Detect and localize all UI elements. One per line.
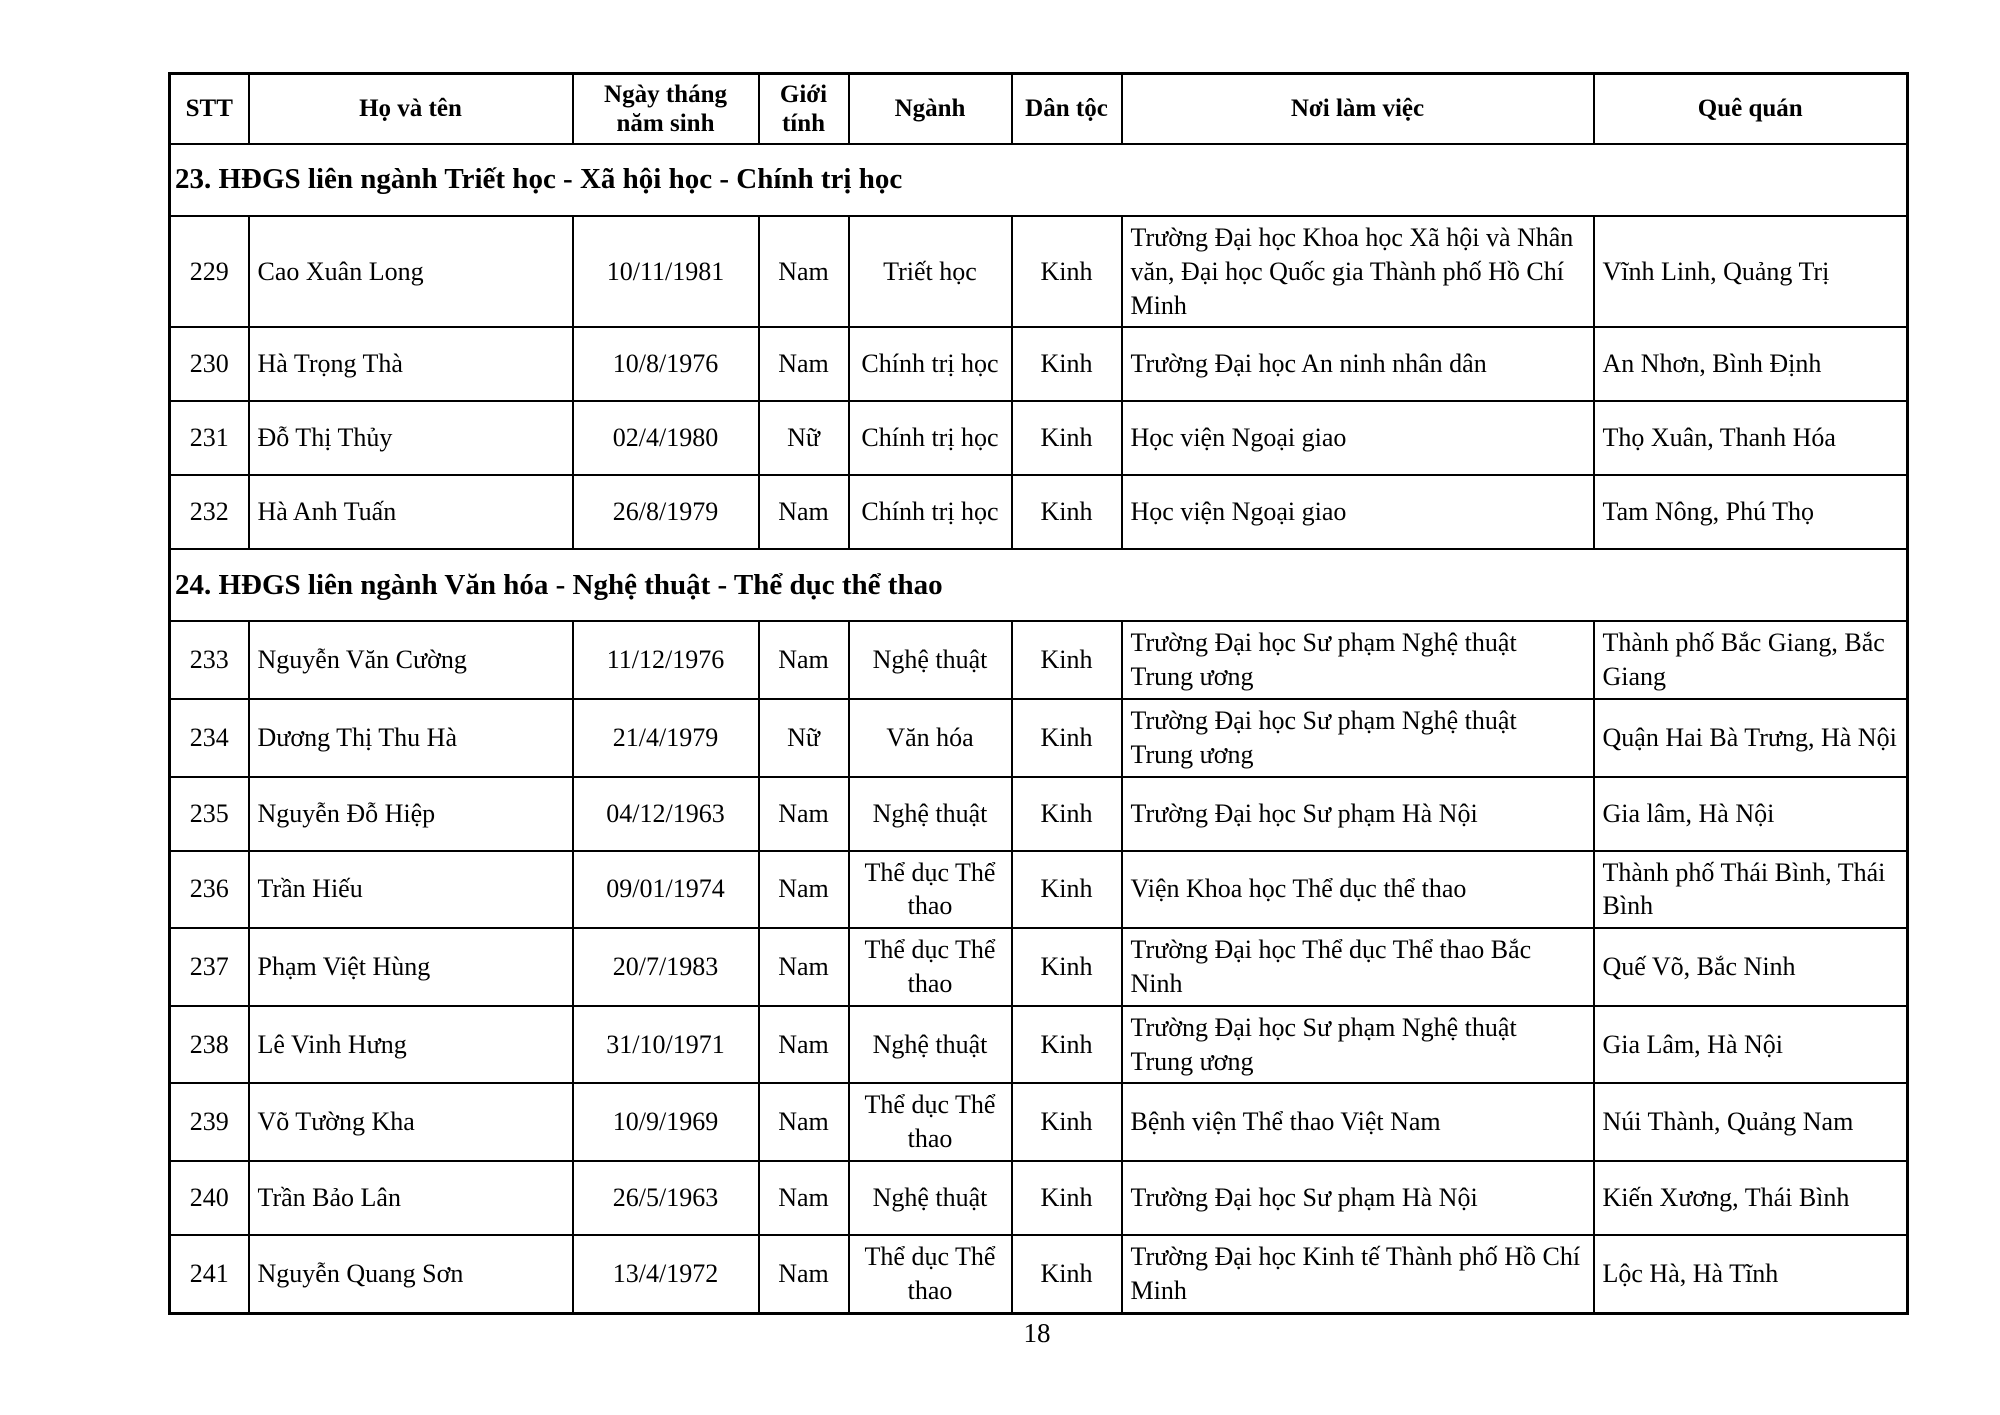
field-cell: Chính trị học bbox=[849, 475, 1012, 549]
field-cell: Thể dục Thể thao bbox=[849, 1235, 1012, 1313]
table-row bbox=[170, 1161, 1908, 1235]
ethnicity-cell: Kinh bbox=[1012, 1006, 1122, 1084]
column-header-ethnicity: Dân tộc bbox=[1012, 74, 1122, 145]
column-header-field: Ngành bbox=[849, 74, 1012, 145]
dob-cell: 10/9/1969 bbox=[573, 1083, 759, 1161]
stt-cell: 235 bbox=[170, 777, 249, 851]
workplace-cell: Trường Đại học Sư phạm Nghệ thuật Trung ương bbox=[1122, 1006, 1594, 1084]
gender-cell: Nam bbox=[759, 851, 849, 929]
hometown-cell: Thọ Xuân, Thanh Hóa bbox=[1594, 401, 1908, 475]
gender-cell: Nam bbox=[759, 216, 849, 327]
name-cell: Hà Anh Tuấn bbox=[249, 475, 573, 549]
name-cell: Trần Bảo Lân bbox=[249, 1161, 573, 1235]
workplace-cell: Trường Đại học Sư phạm Hà Nội bbox=[1122, 777, 1594, 851]
gender-cell: Nữ bbox=[759, 699, 849, 777]
workplace-cell: Trường Đại học Khoa học Xã hội và Nhân văn, Đại học Quốc gia Thành phố Hồ Chí Minh bbox=[1122, 216, 1594, 327]
hometown-cell: Lộc Hà, Hà Tĩnh bbox=[1594, 1235, 1908, 1313]
ethnicity-cell: Kinh bbox=[1012, 1235, 1122, 1313]
dob-cell: 02/4/1980 bbox=[573, 401, 759, 475]
hometown-cell: Vĩnh Linh, Quảng Trị bbox=[1594, 216, 1908, 327]
name-cell: Phạm Việt Hùng bbox=[249, 928, 573, 1006]
stt-cell: 234 bbox=[170, 699, 249, 777]
name-cell: Trần Hiếu bbox=[249, 851, 573, 929]
gender-cell: Nam bbox=[759, 1161, 849, 1235]
hometown-cell: Tam Nông, Phú Thọ bbox=[1594, 475, 1908, 549]
field-cell: Thể dục Thể thao bbox=[849, 928, 1012, 1006]
dob-cell: 31/10/1971 bbox=[573, 1006, 759, 1084]
hometown-cell: Quận Hai Bà Trưng, Hà Nội bbox=[1594, 699, 1908, 777]
gender-cell: Nam bbox=[759, 1083, 849, 1161]
gender-cell: Nam bbox=[759, 777, 849, 851]
table-row bbox=[170, 475, 1908, 549]
dob-cell: 10/8/1976 bbox=[573, 327, 759, 401]
field-cell: Thể dục Thể thao bbox=[849, 851, 1012, 929]
ethnicity-cell: Kinh bbox=[1012, 851, 1122, 929]
field-cell: Triết học bbox=[849, 216, 1012, 327]
hometown-cell: Kiến Xương, Thái Bình bbox=[1594, 1161, 1908, 1235]
name-cell: Hà Trọng Thà bbox=[249, 327, 573, 401]
name-cell: Đỗ Thị Thủy bbox=[249, 401, 573, 475]
field-cell: Nghệ thuật bbox=[849, 621, 1012, 699]
workplace-cell: Trường Đại học Kinh tế Thành phố Hồ Chí Minh bbox=[1122, 1235, 1594, 1313]
ethnicity-cell: Kinh bbox=[1012, 1161, 1122, 1235]
hometown-cell: Gia Lâm, Hà Nội bbox=[1594, 1006, 1908, 1084]
table-row bbox=[170, 401, 1908, 475]
ethnicity-cell: Kinh bbox=[1012, 327, 1122, 401]
dob-cell: 11/12/1976 bbox=[573, 621, 759, 699]
workplace-cell: Trường Đại học Sư phạm Hà Nội bbox=[1122, 1161, 1594, 1235]
workplace-cell: Học viện Ngoại giao bbox=[1122, 401, 1594, 475]
table-row bbox=[170, 851, 1908, 929]
ethnicity-cell: Kinh bbox=[1012, 699, 1122, 777]
stt-cell: 236 bbox=[170, 851, 249, 929]
stt-cell: 237 bbox=[170, 928, 249, 1006]
table-row bbox=[170, 1235, 1908, 1313]
name-cell: Cao Xuân Long bbox=[249, 216, 573, 327]
ethnicity-cell: Kinh bbox=[1012, 401, 1122, 475]
workplace-cell: Trường Đại học Sư phạm Nghệ thuật Trung ương bbox=[1122, 699, 1594, 777]
hometown-cell: Thành phố Bắc Giang, Bắc Giang bbox=[1594, 621, 1908, 699]
dob-cell: 10/11/1981 bbox=[573, 216, 759, 327]
section-header-row bbox=[170, 549, 1908, 621]
gender-cell: Nam bbox=[759, 475, 849, 549]
stt-cell: 230 bbox=[170, 327, 249, 401]
dob-cell: 26/5/1963 bbox=[573, 1161, 759, 1235]
table-row bbox=[170, 327, 1908, 401]
workplace-cell: Trường Đại học Sư phạm Nghệ thuật Trung ương bbox=[1122, 621, 1594, 699]
name-cell: Nguyễn Văn Cường bbox=[249, 621, 573, 699]
page-number: 18 bbox=[1023, 1318, 1051, 1348]
stt-cell: 238 bbox=[170, 1006, 249, 1084]
field-cell: Nghệ thuật bbox=[849, 777, 1012, 851]
stt-cell: 239 bbox=[170, 1083, 249, 1161]
gender-cell: Nữ bbox=[759, 401, 849, 475]
field-cell: Chính trị học bbox=[849, 401, 1012, 475]
name-cell: Nguyễn Quang Sơn bbox=[249, 1235, 573, 1313]
gender-cell: Nam bbox=[759, 1006, 849, 1084]
workplace-cell: Học viện Ngoại giao bbox=[1122, 475, 1594, 549]
field-cell: Chính trị học bbox=[849, 327, 1012, 401]
stt-cell: 231 bbox=[170, 401, 249, 475]
workplace-cell: Trường Đại học Thể dục Thể thao Bắc Ninh bbox=[1122, 928, 1594, 1006]
hometown-cell: Gia lâm, Hà Nội bbox=[1594, 777, 1908, 851]
hometown-cell: Quế Võ, Bắc Ninh bbox=[1594, 928, 1908, 1006]
gender-cell: Nam bbox=[759, 327, 849, 401]
column-header-dob: Ngày tháng năm sinh bbox=[573, 74, 759, 145]
name-cell: Dương Thị Thu Hà bbox=[249, 699, 573, 777]
column-header-workplace: Nơi làm việc bbox=[1122, 74, 1594, 145]
dob-cell: 20/7/1983 bbox=[573, 928, 759, 1006]
field-cell: Nghệ thuật bbox=[849, 1006, 1012, 1084]
stt-cell: 240 bbox=[170, 1161, 249, 1235]
name-cell: Nguyễn Đỗ Hiệp bbox=[249, 777, 573, 851]
dob-cell: 26/8/1979 bbox=[573, 475, 759, 549]
table-row bbox=[170, 621, 1908, 699]
name-cell: Lê Vinh Hưng bbox=[249, 1006, 573, 1084]
section-title: 24. HĐGS liên ngành Văn hóa - Nghệ thuật - Thể dục thể thao bbox=[170, 549, 1908, 621]
field-cell: Nghệ thuật bbox=[849, 1161, 1012, 1235]
stt-cell: 232 bbox=[170, 475, 249, 549]
table-row bbox=[170, 928, 1908, 1006]
dob-cell: 13/4/1972 bbox=[573, 1235, 759, 1313]
column-header-name: Họ và tên bbox=[249, 74, 573, 145]
hometown-cell: An Nhơn, Bình Định bbox=[1594, 327, 1908, 401]
section-title: 23. HĐGS liên ngành Triết học - Xã hội học - Chính trị học bbox=[170, 144, 1908, 216]
gender-cell: Nam bbox=[759, 928, 849, 1006]
table-row bbox=[170, 1006, 1908, 1084]
name-cell: Võ Tường Kha bbox=[249, 1083, 573, 1161]
gender-cell: Nam bbox=[759, 1235, 849, 1313]
section-header-row bbox=[170, 144, 1908, 216]
field-cell: Văn hóa bbox=[849, 699, 1012, 777]
workplace-cell: Viện Khoa học Thể dục thể thao bbox=[1122, 851, 1594, 929]
table-row bbox=[170, 699, 1908, 777]
workplace-cell: Bệnh viện Thể thao Việt Nam bbox=[1122, 1083, 1594, 1161]
field-cell: Thể dục Thể thao bbox=[849, 1083, 1012, 1161]
workplace-cell: Trường Đại học An ninh nhân dân bbox=[1122, 327, 1594, 401]
gender-cell: Nam bbox=[759, 621, 849, 699]
table-row bbox=[170, 1083, 1908, 1161]
table-header-row bbox=[170, 74, 1908, 145]
column-header-stt: STT bbox=[170, 74, 249, 145]
dob-cell: 04/12/1963 bbox=[573, 777, 759, 851]
dob-cell: 09/01/1974 bbox=[573, 851, 759, 929]
ethnicity-cell: Kinh bbox=[1012, 1083, 1122, 1161]
ethnicity-cell: Kinh bbox=[1012, 777, 1122, 851]
ethnicity-cell: Kinh bbox=[1012, 475, 1122, 549]
ethnicity-cell: Kinh bbox=[1012, 216, 1122, 327]
stt-cell: 229 bbox=[170, 216, 249, 327]
dob-cell: 21/4/1979 bbox=[573, 699, 759, 777]
table-row bbox=[170, 777, 1908, 851]
ethnicity-cell: Kinh bbox=[1012, 928, 1122, 1006]
ethnicity-cell: Kinh bbox=[1012, 621, 1122, 699]
stt-cell: 241 bbox=[170, 1235, 249, 1313]
hometown-cell: Núi Thành, Quảng Nam bbox=[1594, 1083, 1908, 1161]
table-row bbox=[170, 216, 1908, 327]
roster-table bbox=[168, 72, 1909, 1315]
stt-cell: 233 bbox=[170, 621, 249, 699]
hometown-cell: Thành phố Thái Bình, Thái Bình bbox=[1594, 851, 1908, 929]
column-header-gender: Giới tính bbox=[759, 74, 849, 145]
table-body bbox=[170, 144, 1908, 1313]
column-header-hometown: Quê quán bbox=[1594, 74, 1908, 145]
